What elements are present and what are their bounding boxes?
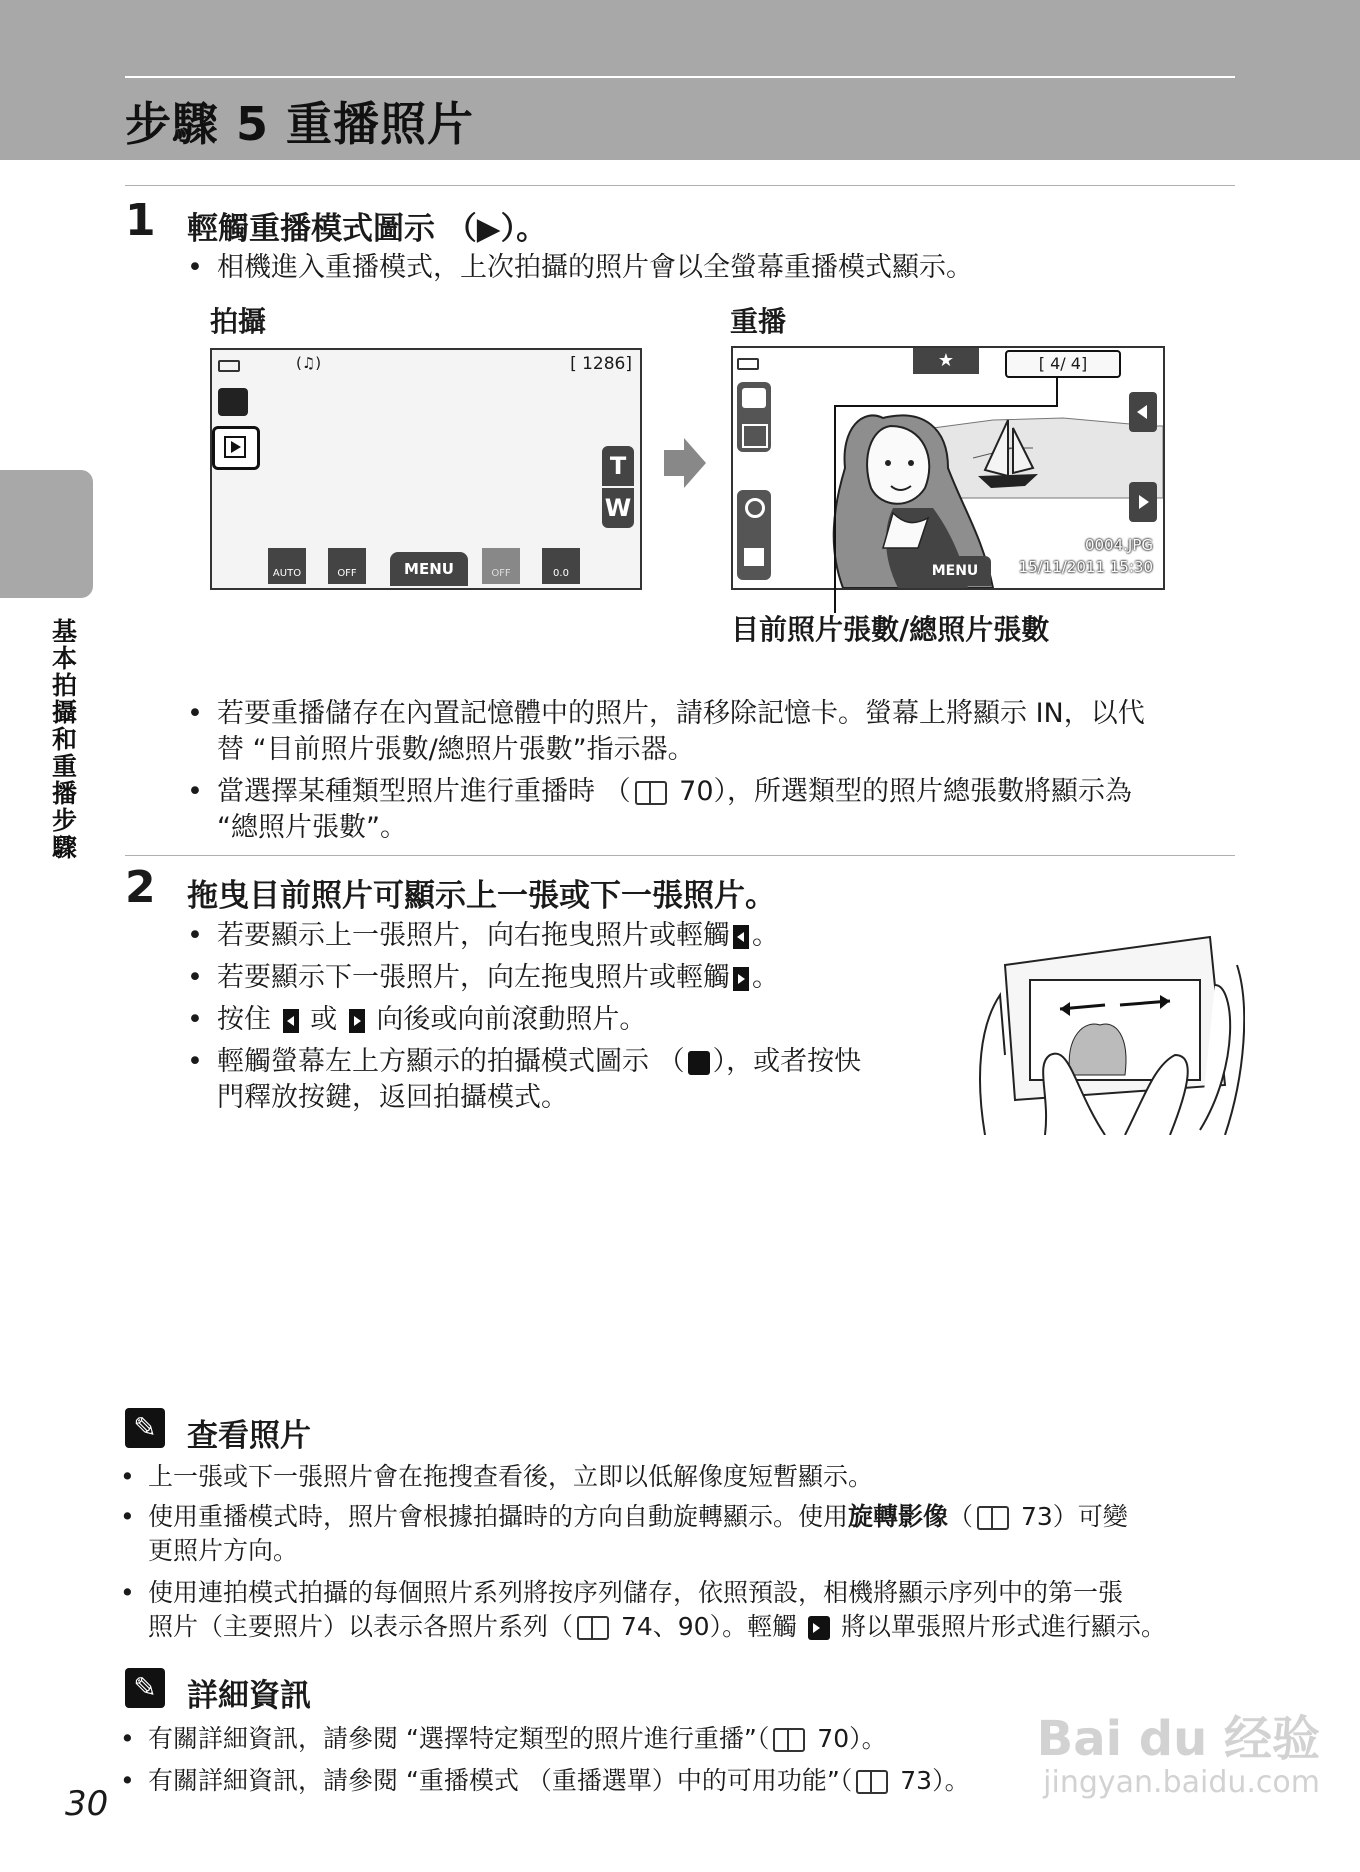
divider (125, 185, 1235, 186)
callout-label: 目前照片張數/總照片張數 (731, 613, 1050, 646)
play-icon (224, 436, 246, 458)
right-arrow-icon (349, 1009, 365, 1033)
book-icon (977, 1506, 1009, 1530)
list-item: • 有關詳細資訊，請參閱 “選擇特定類型的照片進行重播”（ 70）。 (120, 1724, 887, 1753)
rotate-image-term: 旋轉影像 (848, 1502, 949, 1531)
list-item-cont: “總照片張數”。 (217, 812, 407, 843)
hands-drag-illustration (975, 925, 1245, 1135)
vibration-icon: (♫) (296, 354, 322, 372)
left-arrow-icon (1137, 405, 1147, 419)
callout-line (834, 405, 1058, 407)
rating-button[interactable]: ★ (913, 348, 979, 374)
list-item: • 使用重播模式時，照片會根據拍攝時的方向自動旋轉顯示。使用旋轉影像（ 73）可變 (120, 1502, 1128, 1531)
play-icon (808, 1616, 830, 1640)
shooting-screen (210, 348, 642, 590)
list-item-cont: 門釋放按鍵，返回拍攝模式。 (217, 1082, 568, 1113)
list-item: • 使用連拍模式拍攝的每個照片系列將按序列儲存，依照預設，相機將顯示序列中的第一張 (120, 1578, 1124, 1607)
file-name: 0004.JPG (1084, 536, 1153, 554)
list-item-cont: 照片（主要照片）以表示各照片系列（ 74、90）。輕觸 將以單張照片形式進行顯示。 (148, 1612, 1167, 1641)
list-item: • 相機進入重播模式，上次拍攝的照片會以全螢幕重播模式顯示。 (187, 252, 973, 283)
camera-icon[interactable] (742, 388, 766, 408)
zoom-icon[interactable] (745, 498, 765, 518)
arrow-stem (664, 450, 684, 476)
battery-icon (218, 360, 240, 372)
exposure-button[interactable]: 0.0 (542, 548, 580, 584)
list-item: • 按住 或 向後或向前滾動照片。 (187, 1004, 647, 1035)
book-icon (577, 1616, 609, 1640)
zoom-wide-button[interactable]: W (602, 488, 634, 528)
list-item: • 若要顯示上一張照片，向右拖曳照片或輕觸 。 (187, 920, 779, 951)
playback-mode-button[interactable] (212, 426, 260, 470)
side-tab (0, 470, 93, 598)
divider (125, 855, 1235, 856)
list-item-cont: 更照片方向。 (148, 1536, 299, 1565)
zoom-tele-button[interactable]: T (602, 446, 634, 486)
callout-line (1056, 376, 1058, 407)
menu-button[interactable]: MENU (390, 552, 468, 586)
step-title: 輕觸重播模式圖示 （▶）。 (187, 211, 548, 247)
watermark-logo: Bai du 经验 (1036, 1711, 1320, 1767)
note-title: 查看照片 (187, 1418, 311, 1454)
playback-label: 重播 (730, 305, 787, 338)
date-time: 15/11/2011 15:30 (1018, 558, 1153, 576)
page-title: 步驟 5 重播照片 (125, 97, 475, 151)
list-item: • 上一張或下一張照片會在拖搜查看後，立即以低解像度短暫顯示。 (120, 1462, 874, 1491)
left-arrow-icon (733, 925, 749, 949)
note-icon: ✎ (125, 1668, 165, 1708)
play-icon[interactable] (742, 424, 768, 448)
list-item-cont: 替 “目前照片張數/總照片張數”指示器。 (217, 734, 695, 765)
list-item: • 若要重播儲存在內置記憶體中的照片，請移除記憶卡。螢幕上將顯示 IN，以代 (187, 698, 1145, 729)
flash-button[interactable]: AUTO (268, 548, 306, 584)
self-timer-button[interactable]: OFF (328, 548, 366, 584)
battery-icon (737, 358, 759, 370)
callout-line (834, 405, 836, 613)
left-arrow-icon (283, 1009, 299, 1033)
shoot-label: 拍攝 (210, 305, 267, 338)
camera-icon (688, 1051, 710, 1075)
step-number: 1 (125, 195, 156, 246)
book-icon (773, 1728, 805, 1752)
playback-screen (731, 346, 1165, 590)
book-icon (635, 781, 667, 805)
macro-button[interactable]: OFF (482, 548, 520, 584)
header-rule (125, 76, 1235, 78)
next-photo-button[interactable] (1129, 482, 1157, 522)
side-tab-label: 基本拍攝和重播步驟 (52, 617, 78, 862)
arrow-right-icon (684, 438, 706, 488)
previous-photo-button[interactable] (1129, 392, 1157, 432)
exposure-count: [ 1286] (570, 354, 632, 374)
note-icon: ✎ (125, 1408, 165, 1448)
step-title: 拖曳目前照片可顯示上一張或下一張照片。 (187, 878, 776, 914)
list-item: • 有關詳細資訊，請參閱 “重播模式 （重播選單）中的可用功能”（ 73）。 (120, 1766, 970, 1795)
right-arrow-icon (1139, 495, 1149, 509)
note-title: 詳細資訊 (187, 1678, 311, 1714)
list-item: • 當選擇某種類型照片進行重播時 （ 70），所選類型的照片總張數將顯示為 (187, 776, 1133, 807)
camera-icon[interactable] (218, 388, 248, 416)
book-icon (856, 1770, 888, 1794)
list-item: • 輕觸螢幕左上方顯示的拍攝模式圖示 （ ），或者按快 (187, 1046, 862, 1077)
photo-counter: [ 4/ 4] (1005, 350, 1121, 378)
thumbnail-icon[interactable] (744, 548, 764, 566)
page-number: 30 (65, 1784, 109, 1824)
watermark-url: jingyan.baidu.com (1043, 1765, 1320, 1800)
step-number: 2 (125, 862, 156, 913)
right-arrow-icon (733, 967, 749, 991)
menu-button[interactable]: MENU (919, 556, 991, 586)
list-item: • 若要顯示下一張照片，向左拖曳照片或輕觸 。 (187, 962, 779, 993)
